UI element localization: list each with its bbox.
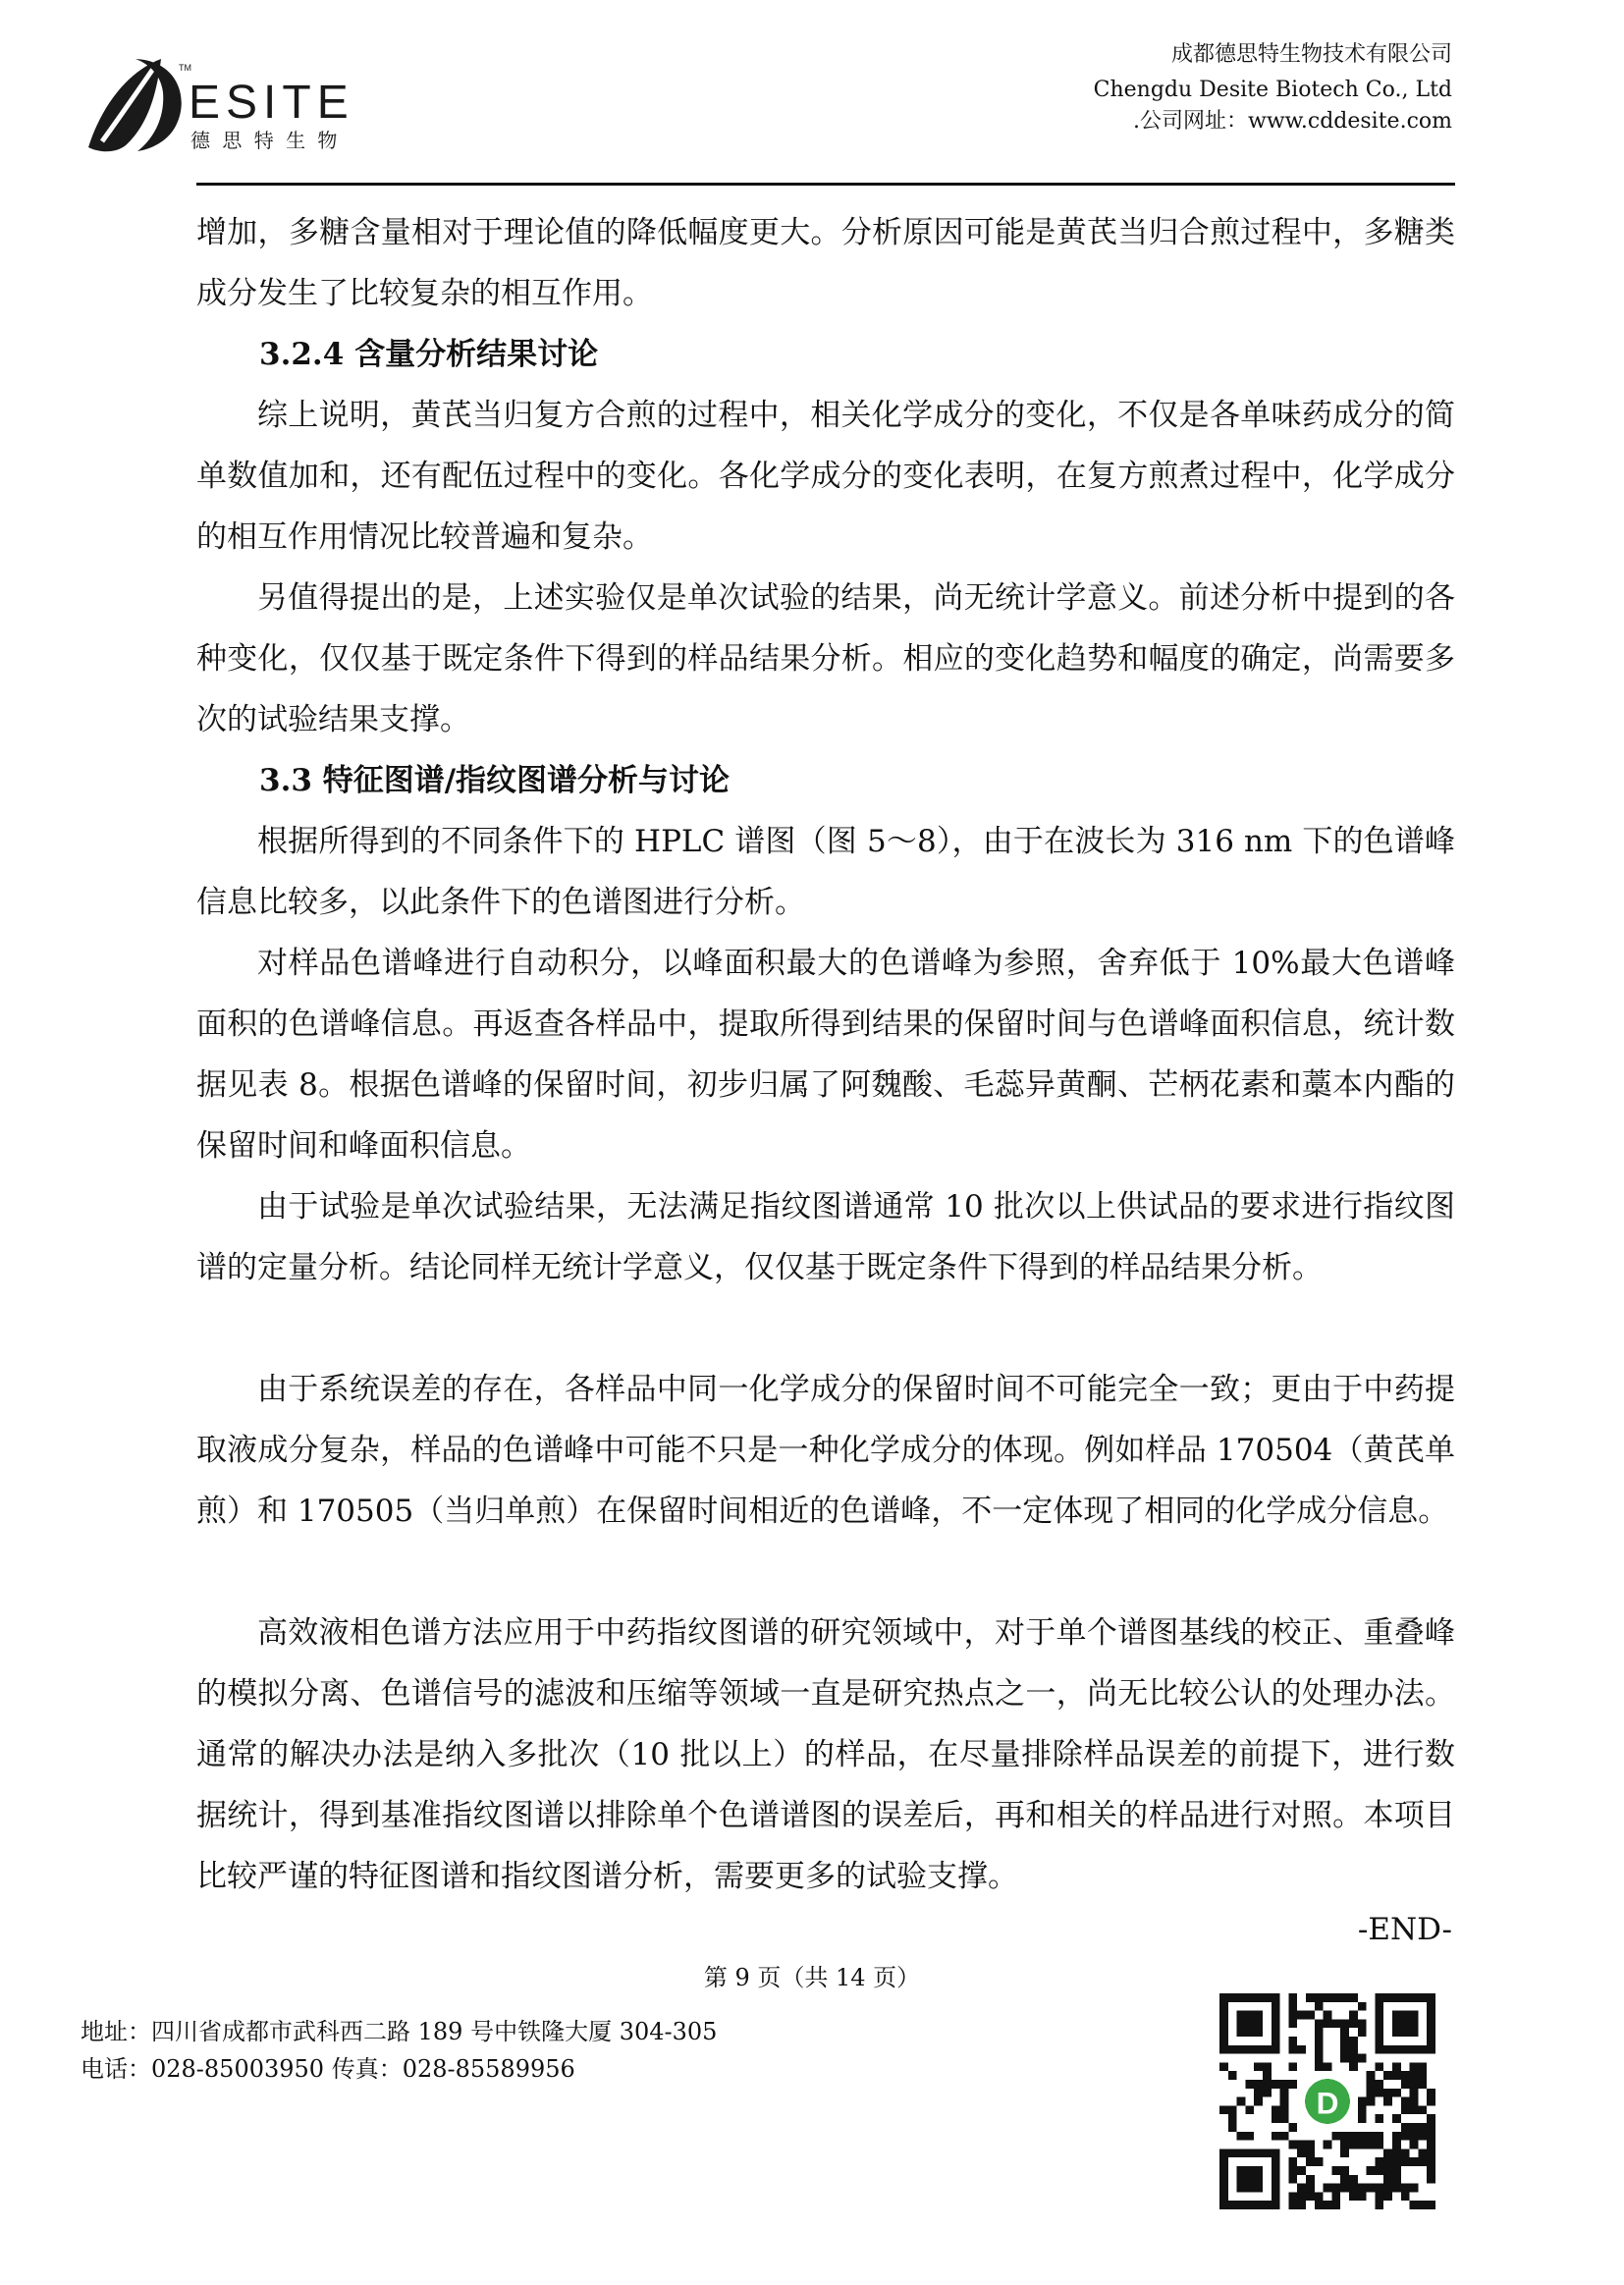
- paragraph-summary: 综上说明，黄芪当归复方合煎的过程中，相关化学成分的变化，不仅是各单味药成分的简单数值加和，还有配伍过程中的变化。各化学成分的变化表明，在复方煎煮过程中，化学成分的相互作用情况比较普遍和复杂。: [196, 398, 1455, 555]
- paragraph-note: 另值得提出的是，上述实验仅是单次试验的结果，尚无统计学意义。前述分析中提到的各种变化，仅仅基于既定条件下得到的样品结果分析。相应的变化趋势和幅度的确定，尚需要多次的试验结果支撑。: [196, 580, 1455, 737]
- company-name-en: Chengdu Desite Biotech Co., Ltd: [1093, 78, 1452, 102]
- logo-chinese-name: 德 思 特 生 物: [190, 129, 341, 152]
- company-logo: [81, 51, 405, 161]
- paragraph-hplc-fingerprint: 高效液相色谱方法应用于中药指纹图谱的研究领域中，对于单个谱图基线的校正、重叠峰的模拟分离、色谱信号的滤波和压缩等领域一直是研究热点之一，尚无比较公认的处理办法。通常的解决办法是纳入多批次（10 批以上）的样品，在尽量排除样品误差的前提下，进行数据统计，得到基准指纹图谱以排除单个色谱谱图的误差后，再和相关的样品进行对照。本项目比较严谨的特征图谱和指纹图谱分析，需要更多的试验支撑。: [196, 1615, 1455, 1894]
- footer-address: 地址：四川省成都市武科西二路 189 号中铁隆大厦 304-305: [81, 2018, 718, 2045]
- company-name-cn: 成都德思特生物技术有限公司: [1170, 42, 1452, 67]
- footer-phone-fax: 电话：028-85003950 传真：028-85589956: [81, 2055, 575, 2083]
- paragraph-continued: 增加，多糖含量相对于理论值的降低幅度更大。分析原因可能是黄芪当归合煎过程中，多糖类成分发生了比较复杂的相互作用。: [196, 215, 1455, 311]
- paragraph-integration: 对样品色谱峰进行自动积分，以峰面积最大的色谱峰为参照，舍弃低于 10%最大色谱峰面积的色谱峰信息。再返查各样品中，提取所得到结果的保留时间与色谱峰面积信息，统计数据见表 8。根据色谱峰的保留时间，初步归属了阿魏酸、毛蕊异黄酮、芒柄花素和藁本内酯的保留时间和峰面积信息。: [196, 946, 1455, 1164]
- qr-code-icon: [1219, 1993, 1435, 2209]
- paragraph-system-error: 由于系统误差的存在，各样品中同一化学成分的保留时间不可能完全一致；更由于中药提取液成分复杂，样品的色谱峰中可能不只是一种化学成分的体现。例如样品 170504（黄芪单煎）和 170505（当归单煎）在保留时间相近的色谱峰，不一定体现了相同的化学成分信息。: [196, 1372, 1455, 1529]
- qr-center-letter: D: [1316, 2085, 1339, 2121]
- section-heading-3-3: 3.3 特征图谱/指纹图谱分析与讨论: [259, 763, 731, 798]
- company-website: .公司网址：www.cddesite.com: [1133, 109, 1452, 134]
- end-mark: -END-: [1357, 1912, 1452, 1947]
- logo-tm: TM: [179, 63, 191, 73]
- section-heading-3-2-4: 3.2.4 含量分析结果讨论: [259, 337, 599, 372]
- paragraph-single-trial: 由于试验是单次试验结果，无法满足指纹图谱通常 10 批次以上供试品的要求进行指纹图谱的定量分析。结论同样无统计学意义，仅仅基于既定条件下得到的样品结果分析。: [196, 1189, 1455, 1285]
- logo-wordmark: ESITE: [189, 77, 354, 129]
- paragraph-hplc: 根据所得到的不同条件下的 HPLC 谱图（图 5～8），由于在波长为 316 nm 下的色谱峰信息比较多，以此条件下的色谱图进行分析。: [196, 824, 1455, 920]
- header-divider: [196, 183, 1455, 186]
- page-number: 第 9 页（共 14 页）: [703, 1964, 921, 1991]
